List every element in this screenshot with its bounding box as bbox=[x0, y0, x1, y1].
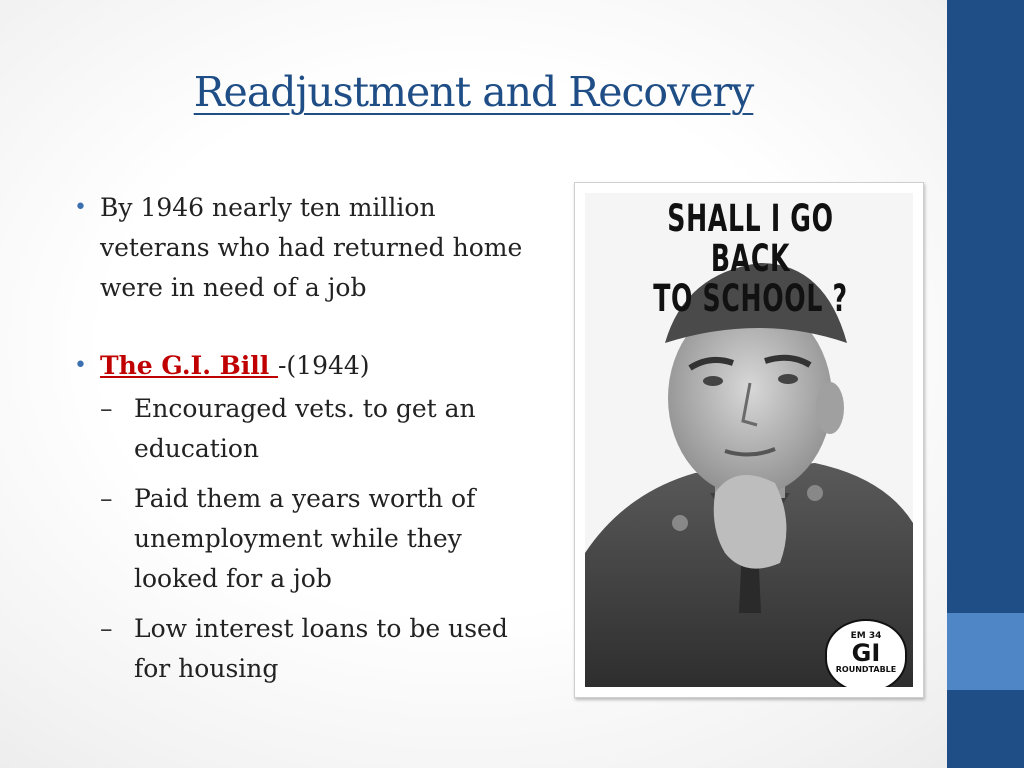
bullet-text: By 1946 nearly ten million veterans who had returned home were in need of a job bbox=[100, 193, 523, 302]
bullet-dot-icon: • bbox=[74, 353, 87, 378]
gi-bill-year: -(1944) bbox=[277, 351, 370, 380]
slide-title-text: Readjustment and Recovery bbox=[193, 68, 754, 116]
bullet-dot-icon: • bbox=[74, 195, 87, 220]
sub-list bbox=[100, 389, 552, 689]
dash-icon: – bbox=[100, 484, 113, 513]
gi-poster-image bbox=[585, 193, 913, 687]
poster-headline-line2: TO SCHOOL ? bbox=[653, 277, 848, 320]
dash-icon: – bbox=[100, 614, 113, 643]
poster-headline-line1: SHALL I GO BACK bbox=[667, 197, 834, 280]
sub-item-text: Encouraged vets. to get an education bbox=[134, 394, 476, 463]
bullet-item bbox=[72, 188, 552, 308]
side-accent-block bbox=[947, 613, 1024, 690]
sub-item-text: Low interest loans to be used for housing bbox=[134, 614, 508, 683]
poster-badge bbox=[825, 619, 907, 687]
sub-item-text: Paid them a years worth of unemployment while they looked for a job bbox=[134, 484, 476, 593]
badge-line1: EM 34 bbox=[850, 631, 882, 641]
slide-title bbox=[0, 68, 947, 116]
dash-icon: – bbox=[100, 394, 113, 423]
bullet-item bbox=[72, 346, 552, 689]
badge-line3: ROUNDTABLE bbox=[835, 665, 897, 674]
bullet-list bbox=[72, 188, 552, 727]
sub-item bbox=[100, 389, 552, 469]
poster-image-frame bbox=[574, 182, 924, 698]
sub-item bbox=[100, 479, 552, 599]
badge-line2: GI bbox=[851, 639, 881, 667]
poster-headline bbox=[643, 199, 857, 319]
sub-item bbox=[100, 609, 552, 689]
gi-bill-link[interactable]: The G.I. Bill bbox=[100, 351, 278, 380]
